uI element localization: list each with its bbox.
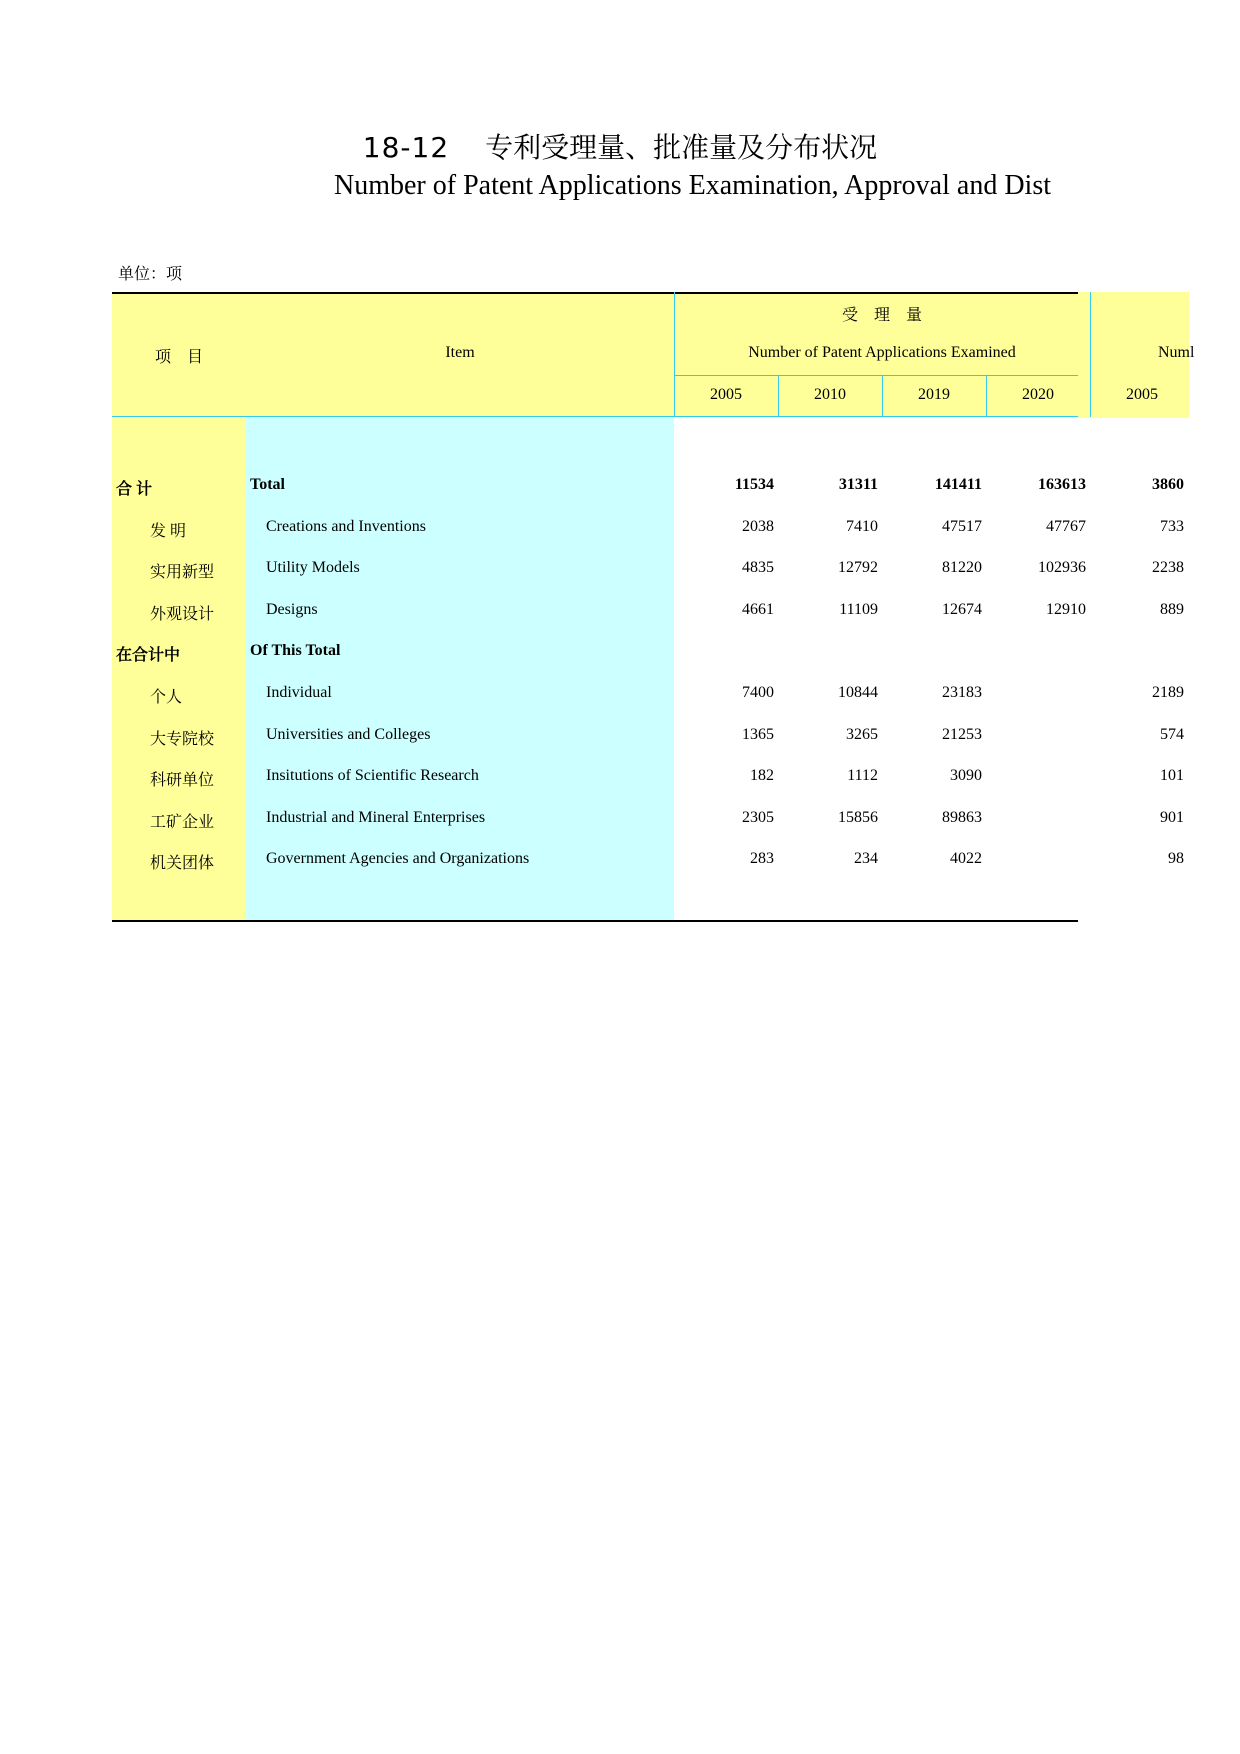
table-cell: 889 — [1160, 601, 1184, 618]
table-cell: 2038 — [742, 518, 774, 535]
year-header: 2019 — [918, 386, 950, 403]
table-cell: 12910 — [1046, 601, 1086, 618]
table-cell: 901 — [1160, 809, 1184, 826]
row-label-cn: 实用新型 — [150, 564, 215, 581]
table-cell: 2238 — [1152, 559, 1184, 576]
table-cell: 98 — [1168, 850, 1184, 867]
row-label-cn: 发 明 — [150, 523, 187, 540]
unit-label: 单位：项 — [118, 266, 183, 283]
year-header: 2005 — [1126, 386, 1158, 403]
header-item-en: Item — [445, 344, 475, 361]
row-label-en: Industrial and Mineral Enterprises — [266, 809, 486, 826]
table-cell: 2305 — [742, 809, 774, 826]
table-cell: 89863 — [942, 809, 982, 826]
row-label-cn: 个人 — [150, 689, 183, 706]
row-label-cn: 大专院校 — [150, 731, 215, 748]
table-cell: 31311 — [838, 476, 878, 493]
table-cell: 3265 — [846, 726, 878, 743]
table-cell: 4835 — [742, 559, 774, 576]
header-group1-en: Number of Patent Applications Examined — [748, 344, 1016, 361]
table-cell: 163613 — [1038, 476, 1086, 493]
table-cell: 11109 — [839, 601, 878, 618]
table-number: 18-12 — [362, 131, 450, 164]
en-column-background — [246, 418, 674, 922]
table-cell: 47517 — [942, 518, 982, 535]
table-cell: 81220 — [942, 559, 982, 576]
table-cell: 234 — [854, 850, 878, 867]
row-label-en: Creations and Inventions — [266, 518, 426, 535]
table-cell: 15856 — [838, 809, 878, 826]
year-row-top-line — [674, 375, 1078, 376]
row-label-cn: 机关团体 — [150, 855, 215, 872]
table-cell: 1112 — [847, 767, 878, 784]
header-group1-cn: 受 理 量 — [841, 307, 922, 324]
row-label-en: Designs — [266, 601, 318, 618]
page-title-en-wrap — [0, 170, 1240, 210]
row-label-cn: 合 计 — [116, 481, 153, 498]
title-cn-text: 专利受理量、批准量及分布状况 — [485, 133, 878, 164]
year-header: 2010 — [814, 386, 846, 403]
row-label-en: Individual — [266, 684, 332, 701]
row-label-en: Total — [250, 476, 285, 493]
header-group2-en: Numl — [1158, 344, 1195, 361]
row-label-en: Insitutions of Scientific Research — [266, 767, 479, 784]
row-label-cn: 在合计中 — [116, 647, 181, 664]
row-label-en: Of This Total — [250, 642, 341, 659]
table-cell: 2189 — [1152, 684, 1184, 701]
table-cell: 182 — [750, 767, 774, 784]
table-cell: 4661 — [742, 601, 774, 618]
table-cell: 47767 — [1046, 518, 1086, 535]
data-table — [112, 292, 1195, 922]
row-label-en: Utility Models — [266, 559, 360, 576]
table-cell: 7410 — [846, 518, 878, 535]
table-cell: 141411 — [934, 476, 982, 493]
row-label-en: Government Agencies and Organizations — [266, 850, 530, 867]
table-cell: 7400 — [742, 684, 774, 701]
table-bottom-rule — [112, 920, 1078, 922]
page-title-en: Number of Patent Applications Examination, Approval and Dist — [334, 170, 1051, 201]
header-group2-clip — [1090, 344, 1195, 366]
table-cell: 4022 — [950, 850, 982, 867]
table-cell: 283 — [750, 850, 774, 867]
table-cell: 3860 — [1152, 476, 1184, 493]
table-cell: 733 — [1160, 518, 1184, 535]
header-item-cn: 项 目 — [154, 349, 203, 366]
row-label-cn: 科研单位 — [150, 772, 215, 789]
row-label-en: Universities and Colleges — [266, 726, 431, 743]
table-cell: 11534 — [734, 476, 774, 493]
table-cell: 12792 — [838, 559, 878, 576]
header-bottom-line — [112, 416, 1078, 417]
year-header: 2005 — [710, 386, 742, 403]
table-cell: 101 — [1160, 767, 1184, 784]
table-cell: 23183 — [942, 684, 982, 701]
page-title-cn — [0, 126, 1240, 166]
table-cell: 102936 — [1038, 559, 1086, 576]
table-cell: 10844 — [838, 684, 878, 701]
table-top-rule — [112, 292, 1078, 294]
row-label-cn: 外观设计 — [150, 606, 215, 623]
table-cell: 1365 — [742, 726, 774, 743]
row-label-cn: 工矿企业 — [150, 814, 215, 831]
year-header: 2020 — [1022, 386, 1054, 403]
table-cell: 574 — [1160, 726, 1184, 743]
table-cell: 3090 — [950, 767, 982, 784]
table-cell: 12674 — [942, 601, 982, 618]
table-cell: 21253 — [942, 726, 982, 743]
